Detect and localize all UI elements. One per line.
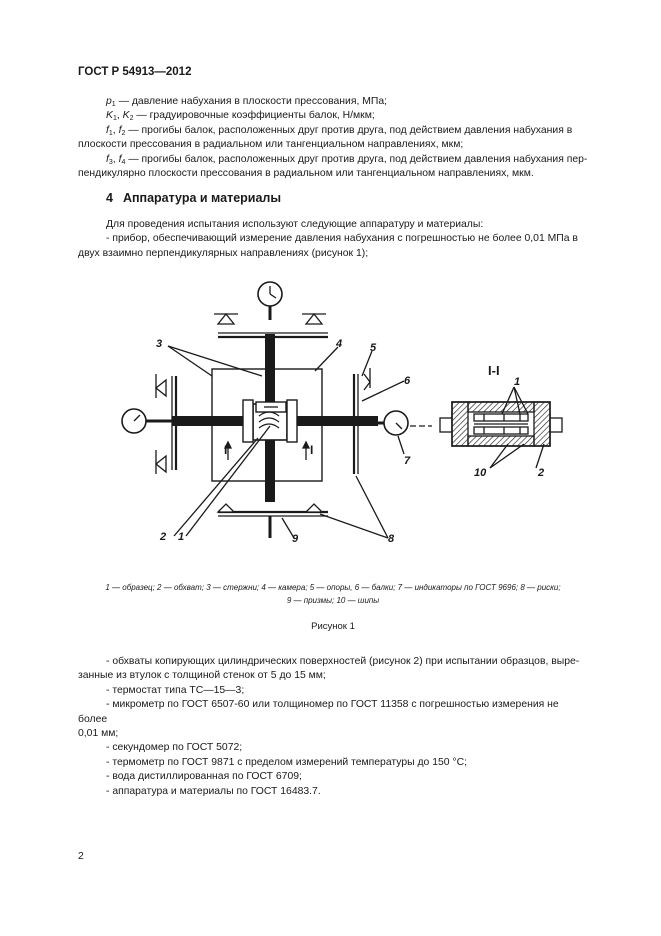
figure-title: Рисунок 1 — [311, 621, 355, 632]
figure-caption — [78, 581, 588, 607]
callout-5: 5 — [370, 342, 377, 354]
equipment-list — [78, 655, 588, 799]
definition-f12: $f_1$, $f_2$ — прогибы балок, расположенных друг против друга, под действием давления набухания в — [106, 124, 573, 137]
list-item-cont: 0,01 мм; — [78, 728, 119, 740]
callout-9: 9 — [292, 533, 299, 545]
figure-1-drawing — [110, 276, 580, 548]
document-header: ГОСТ Р 54913—2012 — [78, 66, 192, 78]
list-item: - микрометр по ГОСТ 6507-60 или толщиномер по ГОСТ 11358 с погрешностью измерения не более — [78, 699, 559, 725]
callout-8: 8 — [388, 533, 395, 545]
callout-3: 3 — [156, 338, 163, 350]
apparatus-plan-view — [122, 282, 432, 538]
page-number: 2 — [78, 850, 84, 862]
intro-item-device: - прибор, обеспечивающий измерение давления набухания с погрешностью не более 0,01 МПа в — [106, 233, 578, 245]
list-item: - термометр по ГОСТ 9871 с пределом измерений температуры до 150 °С; — [106, 756, 467, 768]
caption-legend-line1: 1 — образец; 2 — обхват; 3 — стержни; 4 — камера; 5 — опоры, 6 — балки; 7 — индикаторы по ГОСТ 9696; 8 — риски; — [105, 583, 561, 592]
callout-1: 1 — [178, 531, 185, 543]
section-view-label: I-I — [488, 363, 500, 378]
definition-k: $K_1$, $K_2$ — градуировочные коэффициенты балок, Н/мкм; — [106, 110, 375, 123]
callout-6: 6 — [404, 375, 411, 387]
section-callout-10: 10 — [474, 467, 487, 479]
caption-legend-line2: 9 — призмы; 10 — шипы — [286, 596, 380, 605]
list-item-cont: занные из втулок с толщиной стенок от 5 до 15 мм; — [78, 670, 326, 682]
list-item: - вода дистиллированная по ГОСТ 6709; — [106, 771, 302, 783]
definition-f34: $f_3$, $f_4$ — прогибы балок, расположенных друг против друга, под действием давления набухания пер- — [106, 153, 588, 166]
list-item: - секундомер по ГОСТ 5072; — [106, 742, 243, 754]
symbol-definitions — [78, 95, 588, 181]
section-callout-1: 1 — [514, 376, 521, 388]
section-mark-left: I — [224, 443, 228, 457]
section-mark-right: I — [310, 443, 314, 457]
definition-f12-cont: плоскости прессования в радиальном или тангенциальном направлениях, мкм; — [78, 139, 464, 151]
intro-item-device-cont: двух взаимно перпендикулярных направлениях (рисунок 1); — [78, 247, 369, 259]
intro-paragraph: Для проведения испытания используют следующие аппаратуру и материалы: — [106, 219, 484, 230]
callout-2: 2 — [160, 531, 167, 543]
section-heading: 4 Аппаратура и материалы — [106, 191, 282, 205]
section-callout-2: 2 — [538, 467, 545, 479]
callout-4: 4 — [336, 338, 343, 350]
list-item: - аппаратура и материалы по ГОСТ 16483.7. — [106, 785, 321, 797]
callout-7: 7 — [404, 455, 411, 467]
section-view — [440, 387, 562, 468]
list-item: - термостат типа ТС—15—3; — [106, 684, 245, 696]
list-item: - обхваты копирующих цилиндрических поверхностей (рисунок 2) при испытании образцов, выре- — [106, 656, 580, 667]
section-intro — [78, 218, 588, 261]
definition-f34-cont: пендикулярно плоскости прессования в радиальном или тангенциальном направлениях, мкм. — [78, 168, 534, 180]
definition-p1: $p_1$ — давление набухания в плоскости прессования, МПа; — [106, 96, 388, 108]
